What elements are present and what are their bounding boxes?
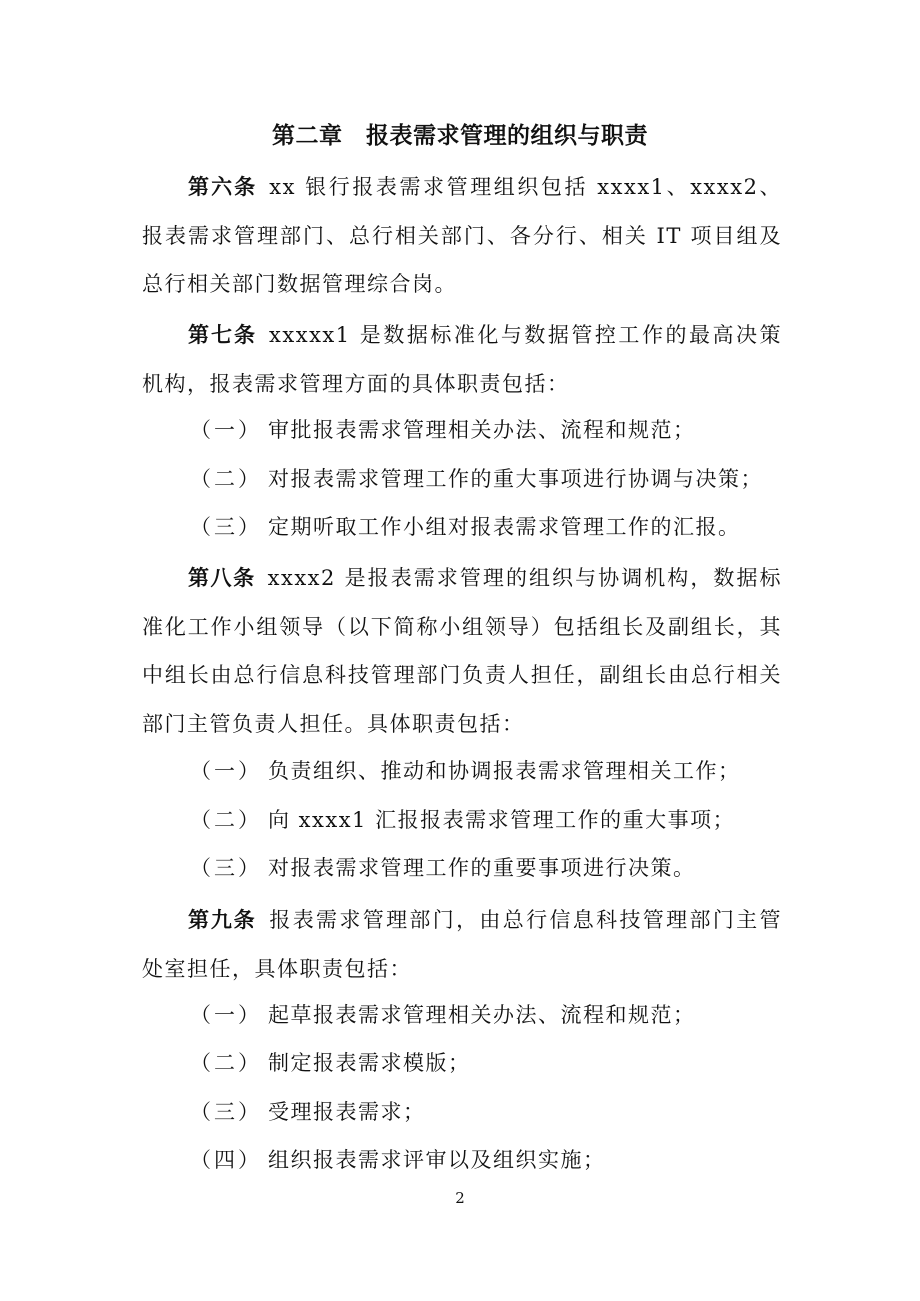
article-9-item-1-text: 起草报表需求管理相关办法、流程和规范；: [268, 1003, 696, 1027]
article-9-item-2-num: （二）: [190, 1051, 262, 1075]
article-7-item-1: [190, 410, 790, 450]
article-8: [142, 554, 782, 748]
article-8-item-3-text: 对报表需求管理工作的重要事项进行决策。: [268, 856, 696, 880]
article-8-item-2-num: （二）: [190, 808, 262, 832]
article-9-item-2-text: 制定报表需求模版；: [268, 1051, 471, 1075]
article-7-heading: 第七条: [188, 323, 258, 347]
article-9-item-1-num: （一）: [190, 1003, 262, 1027]
article-9-item-4-num: （四）: [190, 1148, 262, 1172]
article-9: [142, 896, 782, 993]
article-8-heading: 第八条: [188, 566, 256, 590]
article-7-text: xxxxx1 是数据标准化与数据管控工作的最高决策机构，报表需求管理方面的具体职责包括：: [142, 323, 782, 396]
article-9-item-3-num: （三）: [190, 1100, 262, 1124]
article-8-item-3-num: （三）: [190, 856, 262, 880]
article-9-text: 报表需求管理部门，由总行信息科技管理部门主管处室担任，具体职责包括：: [142, 908, 783, 981]
article-6-heading: 第六条: [188, 175, 258, 199]
article-9-item-4-text: 组织报表需求评审以及组织实施；: [268, 1148, 606, 1172]
article-8-text: xxxx2 是报表需求管理的组织与协调机构，数据标准化工作小组领导（以下简称小组领导）包括组长及副组长，其中组长由总行信息科技管理部门负责人担任，副组长由总行相关部门主管负责人担任。具体职责包括：: [142, 566, 782, 736]
article-8-item-1-num: （一）: [190, 759, 262, 783]
article-7: [142, 311, 782, 408]
article-7-item-1-num: （一）: [190, 418, 262, 442]
page-number: 2: [455, 1189, 465, 1207]
article-9-item-3: [190, 1092, 790, 1132]
article-8-item-1-text: 负责组织、推动和协调报表需求管理相关工作；: [268, 759, 741, 783]
article-7-item-3: [190, 507, 790, 547]
article-9-heading: 第九条: [188, 908, 257, 932]
article-8-item-1: [190, 751, 790, 791]
article-9-item-4: [190, 1140, 790, 1180]
chapter-title: 第二章 报表需求管理的组织与职责: [272, 123, 648, 149]
article-9-item-2: [190, 1043, 790, 1083]
article-7-item-1-text: 审批报表需求管理相关办法、流程和规范；: [268, 418, 696, 442]
article-6-text: xx 银行报表需求管理组织包括 xxxx1、xxxx2、报表需求管理部门、总行相关部门、各分行、相关 IT 项目组及总行相关部门数据管理综合岗。: [142, 175, 782, 296]
article-7-item-3-num: （三）: [190, 515, 262, 539]
article-7-item-2: [190, 459, 790, 499]
article-7-item-3-text: 定期听取工作小组对报表需求管理工作的汇报。: [268, 515, 741, 539]
article-8-item-3: [190, 848, 790, 888]
article-9-item-3-text: 受理报表需求；: [268, 1100, 426, 1124]
article-9-item-1: [190, 995, 790, 1035]
article-7-item-2-num: （二）: [190, 467, 262, 491]
article-8-item-2-text: 向 xxxx1 汇报报表需求管理工作的重大事项；: [268, 808, 736, 832]
article-7-item-2-text: 对报表需求管理工作的重大事项进行协调与决策；: [268, 467, 763, 491]
article-8-item-2: [190, 800, 790, 840]
article-6: [142, 163, 782, 309]
